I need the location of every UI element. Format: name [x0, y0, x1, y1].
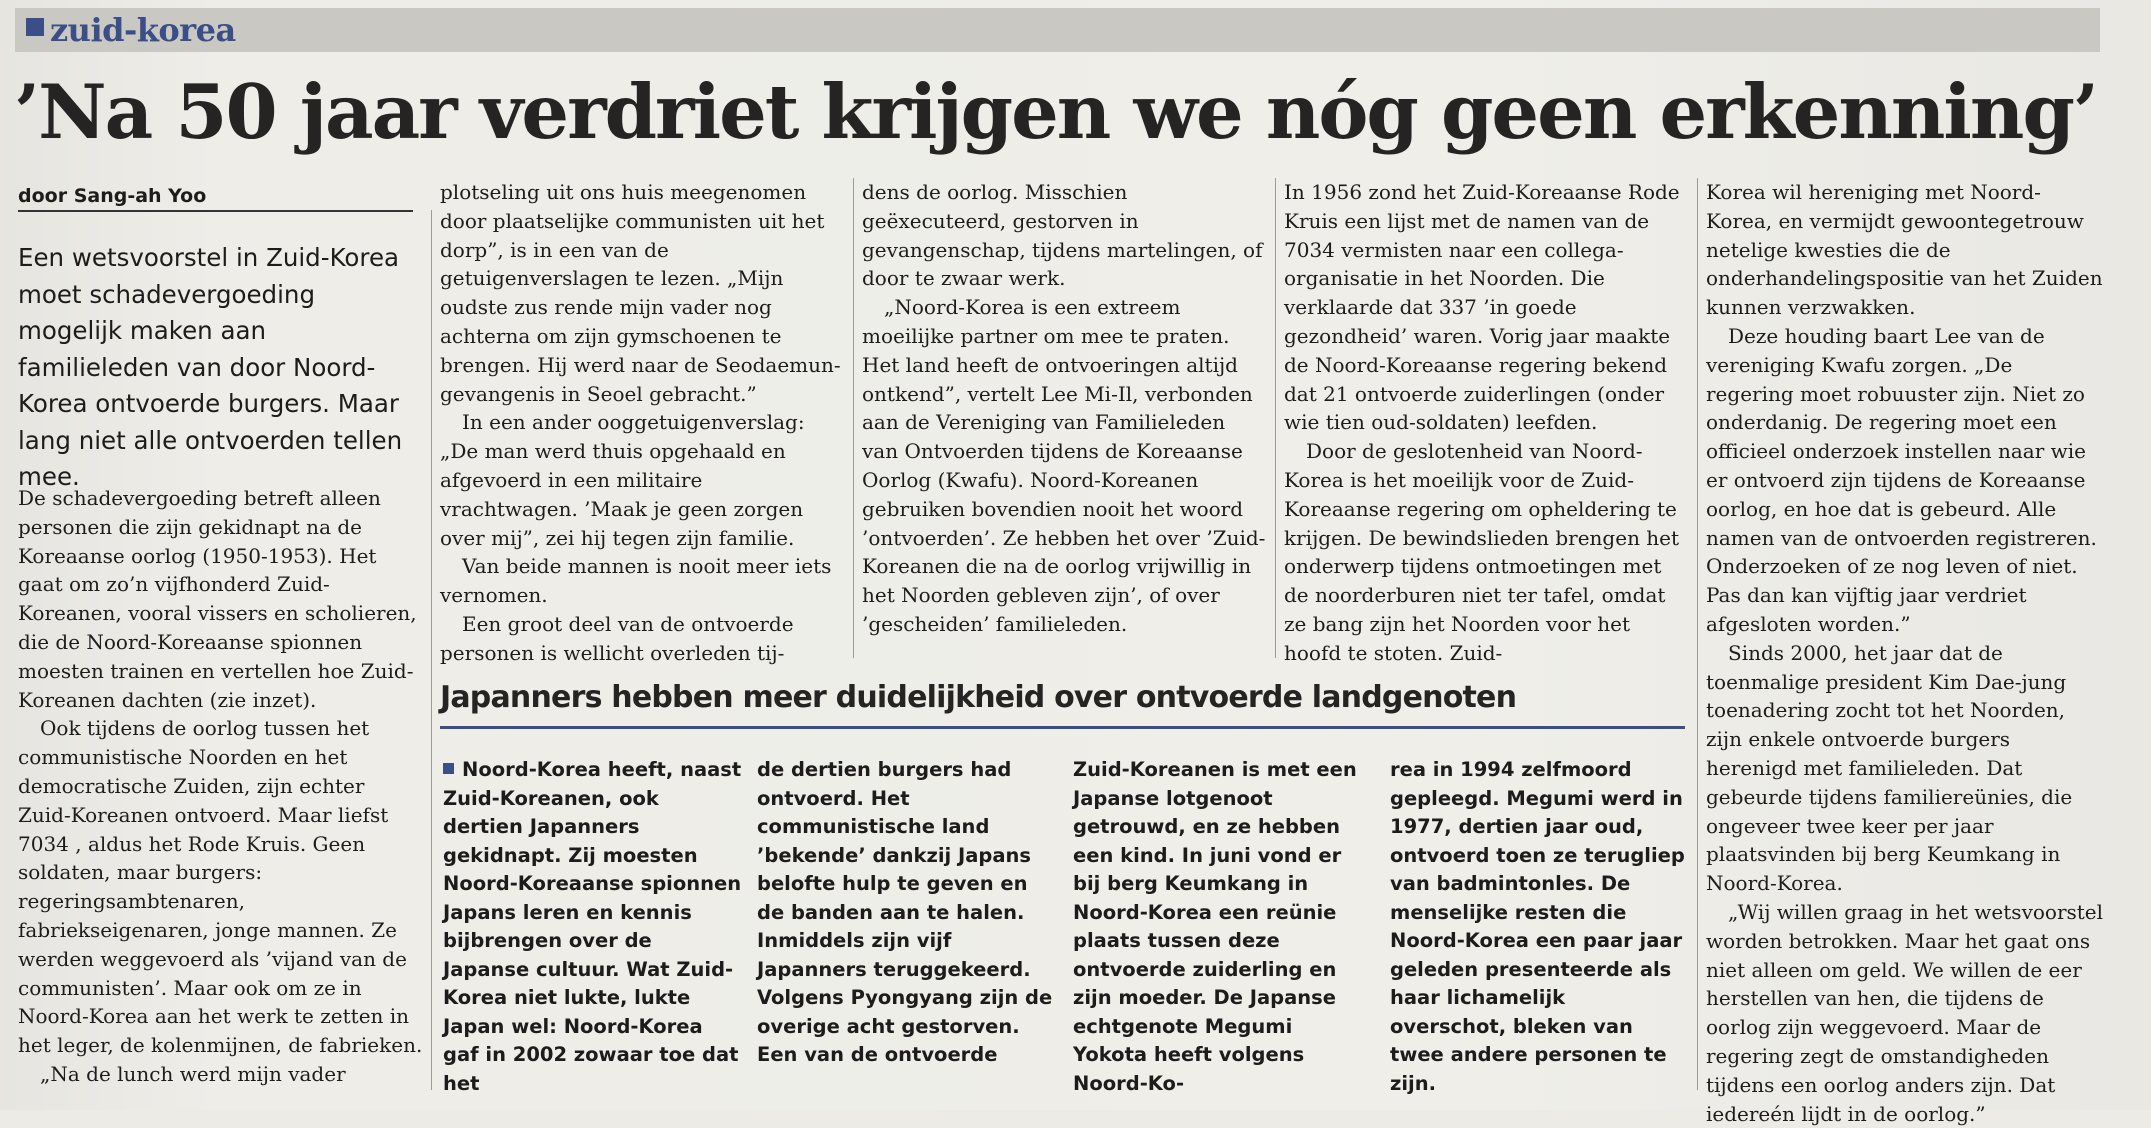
inset-column-2 — [757, 756, 1057, 1070]
inset-title: Japanners hebben meer duidelijkheid over ontvoerde landgenoten — [440, 680, 1517, 715]
column-divider — [853, 178, 854, 658]
body-paragraph: Door de geslotenheid van Noord-Korea is het moeilijk voor de Zuid-Koreaanse regering om opheldering te krijgen. De bewindslieden brengen het onderwerp tijdens ontmoetingen met de noorderburen niet ter tafel, omdat ze bang zijn het Noorden voor het hoofd te stoten. Zuid- — [1284, 439, 1680, 665]
body-paragraph: dens de oorlog. Misschien geëxecuteerd, gestorven in gevangenschap, tijdens martelingen, of door te zwaar werk. — [862, 180, 1263, 291]
article-byline: door Sang-ah Yoo — [18, 184, 413, 212]
inset-paragraph: Noord-Korea heeft, naast Zuid-Koreanen, ook dertien Japanners gekidnapt. Zij moesten Noord-Koreaanse spionnen Japans leren en kennis bijbrengen over de Japanse cultuur. Wat Zuid-Korea niet lukte, lukte Japan wel: Noord-Korea gaf in 2002 zowaar toe dat het — [443, 758, 742, 1095]
inset-square-icon — [443, 763, 454, 774]
body-paragraph: „Wij willen graag in het wetsvoorstel worden betrokken. Maar het gaat ons niet alleen om geld. We willen de eer herstellen van hen, die tijdens de oorlog zijn weggevoerd. Maar de regering zegt de omstandigheden tijdens een oorlog anders zijn. Dat iedereén lijdt in de oorlog.” — [1706, 899, 2104, 1126]
body-paragraph: Ook tijdens de oorlog tussen het communistische Noorden en het democratische Zuiden, zijn echter Zuid-Koreanen ontvoerd. Maar liefst 7034 , aldus het Rode Kruis. Geen soldaten, maar burgers: regeringsambtenaren, fabriekseigenaren, jonge mannen. Ze werden weggevoerd als ’vijand van de communisten’. Maar ook om ze in Noord-Korea aan het werk te zetten in het leger, de kolenmijnen, de fabrieken. — [18, 716, 423, 1058]
body-paragraph: plotseling uit ons huis meegenomen door plaatselijke communisten uit het dorp”, is in een van de getuigenverslagen te lezen. „Mijn oudste zus rende mijn vader nog achterna om zijn gymschoenen te brengen. Hij werd naar de Seodaemun-gevangenis in Seoel gebracht.” — [440, 180, 841, 406]
inset-column-4 — [1390, 756, 1685, 1098]
section-square-icon — [26, 18, 44, 36]
body-paragraph: Een groot deel van de ontvoerde personen is wellicht overleden tij- — [440, 611, 794, 665]
inset-column-3 — [1073, 756, 1373, 1098]
section-bar — [15, 8, 2100, 52]
body-paragraph: Van beide mannen is nooit meer iets vernomen. — [440, 554, 832, 608]
inset-paragraph: rea in 1994 zelfmoord gepleegd. Megumi werd in 1977, dertien jaar oud, ontvoerd toen ze terugliep van badmintonles. De menselijke resten die Noord-Korea een paar jaar geleden presenteerde als haar lichamelijk overschot, bleken van twee andere personen te zijn. — [1390, 758, 1685, 1095]
body-column-5 — [1706, 178, 2106, 1128]
body-column-3 — [862, 178, 1267, 639]
body-paragraph: Korea wil hereniging met Noord-Korea, en vermijdt gewoontegetrouw netelige kwesties die de onderhandelingspositie van het Zuiden kunnen verzwakken. — [1706, 180, 2103, 320]
body-column-2 — [440, 178, 845, 668]
body-paragraph: „Na de lunch werd mijn vader — [40, 1061, 346, 1086]
body-paragraph: In een ander ooggetuigenverslag: „De man werd thuis opgehaald en afgevoerd in een militaire vrachtwagen. ’Maak je geen zorgen over mij”, zei hij tegen zijn familie. — [440, 410, 805, 550]
column-divider — [1697, 178, 1698, 1090]
inset-paragraph: de dertien burgers had ontvoerd. Het communistische land ’bekende’ dankzij Japans belofte hulp te geven en de banden aan te halen. Inmiddels zijn vijf Japanners teruggekeerd. Volgens Pyongyang zijn de overige acht gestorven. Een van de ontvoerde — [757, 758, 1053, 1066]
inset-rule — [440, 726, 1685, 729]
body-paragraph: Sinds 2000, het jaar dat de toenmalige president Kim Dae-jung toenadering zocht tot het Noorden, zijn enkele ontvoerde burgers herenigd met familieleden. Dat gebeurde tijdens familiereünies, die ongeveer twee keer per jaar plaatsvinden bij berg Keumkang in Noord-Korea. — [1706, 640, 2073, 896]
article-headline: ’Na 50 jaar verdriet krijgen we nóg geen erkenning’ — [14, 68, 2097, 156]
body-paragraph: De schadevergoeding betreft alleen personen die zijn gekidnapt na de Koreaanse oorlog (1950-1953). Het gaat om zo’n vijfhonderd Zuid-Koreanen, vooral vissers en scholieren, die de Noord-Koreaanse spionnen moesten trainen en vertellen hoe Zuid-Koreanen dachten (zie inzet). — [18, 486, 417, 712]
section-label: zuid-korea — [50, 11, 236, 49]
inset-paragraph: Zuid-Koreanen is met een Japanse lotgenoot getrouwd, en ze hebben een kind. In juni vond er bij berg Keumkang in Noord-Korea een reünie plaats tussen deze ontvoerde zuiderling en zijn moeder. De Japanse echtgenote Megumi Yokota heeft volgens Noord-Ko- — [1073, 758, 1357, 1095]
column-divider — [1275, 178, 1276, 658]
inset-column-1 — [443, 756, 743, 1098]
body-paragraph: Deze houding baart Lee van de vereniging Kwafu zorgen. „De regering moet robuuster zijn. Niet zo onderdanig. De regering moet een officieel onderzoek instellen naar wie er ontvoerd zijn tijdens de Koreaanse oorlog, en hoe dat is gebeurd. Alle namen van de ontvoerden registreren. Onderzoeken of ze nog leven of niet. Pas dan kan vijftig jaar verdriet afgesloten worden.” — [1706, 323, 2097, 636]
body-column-4 — [1284, 178, 1684, 668]
body-paragraph: In 1956 zond het Zuid-Koreaanse Rode Kruis een lijst met de namen van de 7034 vermisten naar een collega-organisatie in het Noorden. Die verklaarde dat 337 ’in goede gezondheid’ waren. Vorig jaar maakte de Noord-Koreaanse regering bekend dat 21 ontvoerde zuiderlingen (onder wie tien oud-soldaten) leefden. — [1284, 180, 1680, 435]
body-column-1 — [18, 484, 423, 1089]
column-divider — [431, 210, 432, 1090]
article-intro: Een wetsvoorstel in Zuid-Korea moet schadevergoeding mogelijk maken aan familieleden van door Noord-Korea ontvoerde burgers. Maar lang niet alle ontvoerden tellen mee. — [18, 243, 403, 491]
body-paragraph: „Noord-Korea is een extreem moeilijke partner om mee te praten. Het land heeft de ontvoeringen altijd ontkend”, vertelt Lee Mi-Il, verbonden aan de Vereniging van Familieleden van Ontvoerden tijdens de Koreaanse Oorlog (Kwafu). Noord-Koreanen gebruiken bovendien nooit het woord ’ontvoerden’. Ze hebben het over ’Zuid-Koreanen die na de oorlog vrijwillig in het Noorden gebleven zijn’, of over ’gescheiden’ familieleden. — [862, 295, 1266, 636]
